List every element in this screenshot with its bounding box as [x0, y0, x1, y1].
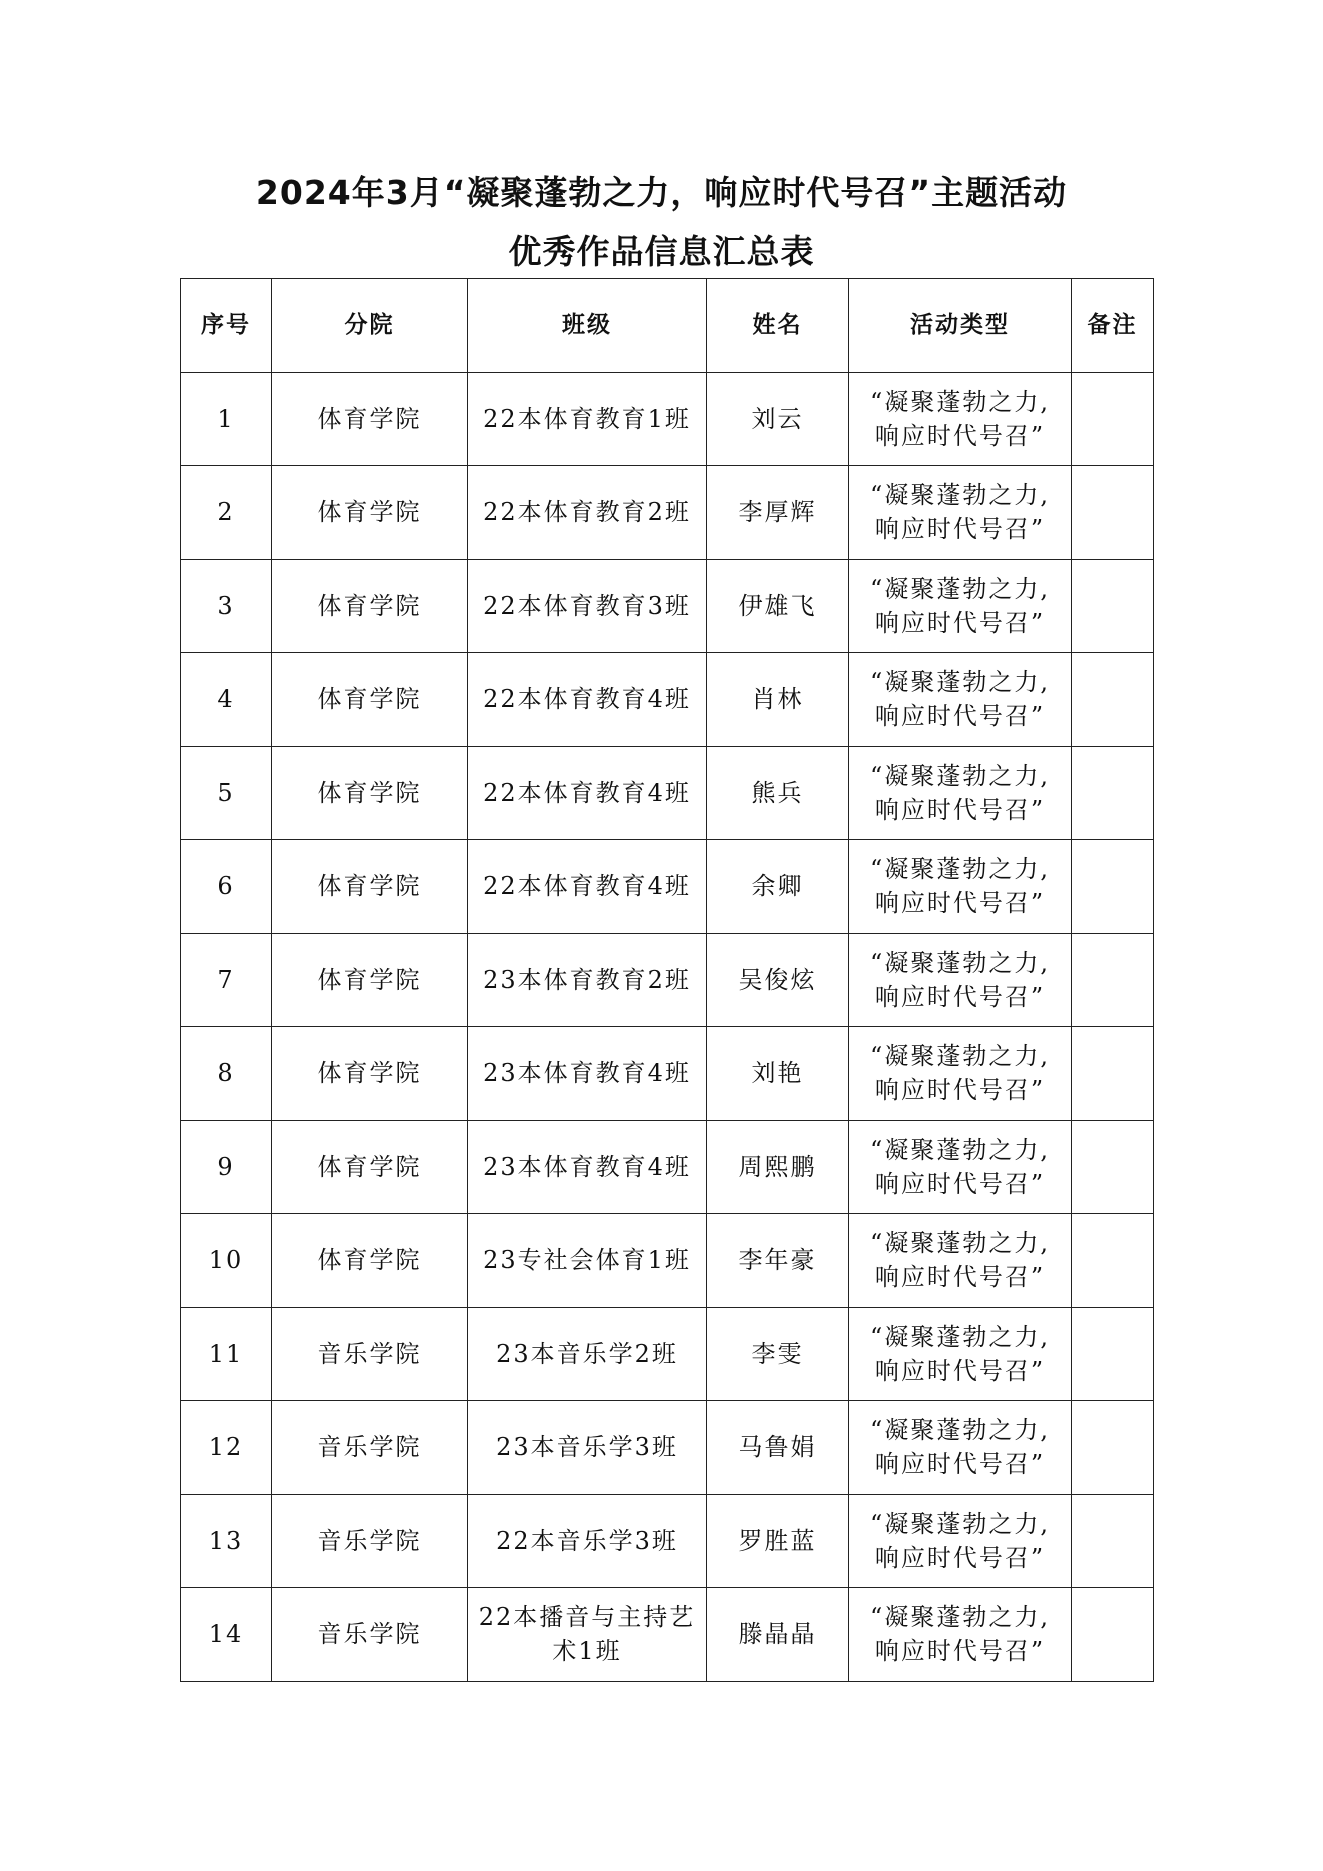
cell-note	[1072, 840, 1154, 934]
activity-type-line-2: 响应时代号召”	[874, 889, 1046, 918]
table-row	[181, 1588, 1154, 1682]
cell-name: 熊兵	[707, 746, 849, 840]
cell-seq: 1	[181, 372, 272, 466]
cell-activity-type	[849, 372, 1072, 466]
table-row	[181, 466, 1154, 560]
activity-type-line-1: “凝聚蓬勃之力,	[870, 1042, 1050, 1071]
cell-name: 肖林	[707, 653, 849, 747]
cell-class: 23本体育教育2班	[468, 933, 707, 1027]
cell-note	[1072, 1120, 1154, 1214]
cell-college: 体育学院	[272, 1214, 468, 1308]
activity-type-line-2: 响应时代号召”	[874, 702, 1046, 731]
activity-type-line-1: “凝聚蓬勃之力,	[870, 1603, 1050, 1632]
cell-class: 23本体育教育4班	[468, 1120, 707, 1214]
cell-seq: 7	[181, 933, 272, 1027]
table-row	[181, 840, 1154, 934]
cell-college: 体育学院	[272, 653, 468, 747]
cell-name: 滕晶晶	[707, 1588, 849, 1682]
cell-name: 李年豪	[707, 1214, 849, 1308]
activity-type-line-1: “凝聚蓬勃之力,	[870, 761, 1050, 790]
cell-college: 体育学院	[272, 1120, 468, 1214]
header-note: 备注	[1072, 279, 1154, 373]
activity-type-line-1: “凝聚蓬勃之力,	[870, 1229, 1050, 1258]
activity-type-line-1: “凝聚蓬勃之力,	[870, 1416, 1050, 1445]
table-row	[181, 1307, 1154, 1401]
cell-name: 刘云	[707, 372, 849, 466]
cell-activity-type	[849, 1120, 1072, 1214]
table-row	[181, 1027, 1154, 1121]
cell-class: 23专社会体育1班	[468, 1214, 707, 1308]
cell-college: 音乐学院	[272, 1588, 468, 1682]
cell-name: 吴俊炫	[707, 933, 849, 1027]
header-college: 分院	[272, 279, 468, 373]
cell-college: 体育学院	[272, 466, 468, 560]
cell-class: 22本体育教育2班	[468, 466, 707, 560]
cell-college: 体育学院	[272, 372, 468, 466]
cell-name: 李厚辉	[707, 466, 849, 560]
cell-note	[1072, 372, 1154, 466]
cell-class: 23本音乐学3班	[468, 1401, 707, 1495]
cell-seq: 12	[181, 1401, 272, 1495]
cell-name: 马鲁娟	[707, 1401, 849, 1495]
activity-type-line-2: 响应时代号召”	[874, 1263, 1046, 1292]
cell-activity-type	[849, 933, 1072, 1027]
table-row	[181, 559, 1154, 653]
activity-type-line-1: “凝聚蓬勃之力,	[870, 1322, 1050, 1351]
cell-seq: 10	[181, 1214, 272, 1308]
cell-class: 23本音乐学2班	[468, 1307, 707, 1401]
header-seq: 序号	[181, 279, 272, 373]
cell-activity-type	[849, 1027, 1072, 1121]
cell-name: 罗胜蓝	[707, 1494, 849, 1588]
activity-type-line-2: 响应时代号召”	[874, 1169, 1046, 1198]
cell-activity-type	[849, 1588, 1072, 1682]
cell-activity-type	[849, 653, 1072, 747]
cell-seq: 11	[181, 1307, 272, 1401]
cell-name: 周熙鹏	[707, 1120, 849, 1214]
cell-college: 体育学院	[272, 933, 468, 1027]
activity-type-line-2: 响应时代号召”	[874, 1450, 1046, 1479]
cell-seq: 13	[181, 1494, 272, 1588]
cell-note	[1072, 1494, 1154, 1588]
cell-seq: 3	[181, 559, 272, 653]
cell-seq: 2	[181, 466, 272, 560]
cell-seq: 5	[181, 746, 272, 840]
cell-note	[1072, 1307, 1154, 1401]
table-row	[181, 1401, 1154, 1495]
cell-college: 音乐学院	[272, 1401, 468, 1495]
cell-college: 音乐学院	[272, 1307, 468, 1401]
activity-type-line-2: 响应时代号召”	[874, 1076, 1046, 1105]
cell-note	[1072, 1401, 1154, 1495]
cell-class: 22本体育教育4班	[468, 653, 707, 747]
activity-type-line-2: 响应时代号召”	[874, 1543, 1046, 1572]
activity-type-line-2: 响应时代号召”	[874, 795, 1046, 824]
cell-note	[1072, 559, 1154, 653]
cell-activity-type	[849, 466, 1072, 560]
cell-class: 22本体育教育4班	[468, 840, 707, 934]
table-row	[181, 1494, 1154, 1588]
table-header-row	[181, 279, 1154, 373]
cell-name: 李雯	[707, 1307, 849, 1401]
cell-college: 体育学院	[272, 559, 468, 653]
activity-type-line-1: “凝聚蓬勃之力,	[870, 855, 1050, 884]
cell-class: 23本体育教育4班	[468, 1027, 707, 1121]
cell-note	[1072, 1588, 1154, 1682]
cell-activity-type	[849, 1494, 1072, 1588]
table-row	[181, 653, 1154, 747]
header-activity-type: 活动类型	[849, 279, 1072, 373]
cell-note	[1072, 466, 1154, 560]
table-row	[181, 1214, 1154, 1308]
activity-type-line-1: “凝聚蓬勃之力,	[870, 1135, 1050, 1164]
activity-type-line-2: 响应时代号召”	[874, 1356, 1046, 1385]
cell-seq: 6	[181, 840, 272, 934]
cell-name: 伊雄飞	[707, 559, 849, 653]
cell-note	[1072, 1027, 1154, 1121]
activity-type-line-1: “凝聚蓬勃之力,	[870, 387, 1050, 416]
cell-note	[1072, 1214, 1154, 1308]
cell-name: 余卿	[707, 840, 849, 934]
cell-class: 22本体育教育3班	[468, 559, 707, 653]
cell-seq: 9	[181, 1120, 272, 1214]
cell-seq: 8	[181, 1027, 272, 1121]
activity-type-line-2: 响应时代号召”	[874, 421, 1046, 450]
cell-activity-type	[849, 559, 1072, 653]
activity-type-line-2: 响应时代号召”	[874, 608, 1046, 637]
activity-type-line-1: “凝聚蓬勃之力,	[870, 668, 1050, 697]
activity-type-line-2: 响应时代号召”	[874, 515, 1046, 544]
table-row	[181, 933, 1154, 1027]
cell-note	[1072, 746, 1154, 840]
table-row	[181, 1120, 1154, 1214]
cell-seq: 14	[181, 1588, 272, 1682]
document-title-line-2: 优秀作品信息汇总表	[508, 232, 815, 271]
cell-activity-type	[849, 746, 1072, 840]
activity-type-line-2: 响应时代号召”	[874, 1637, 1046, 1666]
cell-activity-type	[849, 1401, 1072, 1495]
cell-seq: 4	[181, 653, 272, 747]
activity-type-line-1: “凝聚蓬勃之力,	[870, 481, 1050, 510]
cell-activity-type	[849, 1214, 1072, 1308]
cell-name: 刘艳	[707, 1027, 849, 1121]
table-body	[181, 372, 1154, 1681]
cell-college: 体育学院	[272, 840, 468, 934]
cell-class: 22本体育教育4班	[468, 746, 707, 840]
cell-college: 体育学院	[272, 1027, 468, 1121]
cell-activity-type	[849, 1307, 1072, 1401]
header-class: 班级	[468, 279, 707, 373]
activity-type-line-2: 响应时代号召”	[874, 982, 1046, 1011]
activity-type-line-1: “凝聚蓬勃之力,	[870, 1509, 1050, 1538]
cell-activity-type	[849, 840, 1072, 934]
cell-note	[1072, 653, 1154, 747]
cell-class: 22本体育教育1班	[468, 372, 707, 466]
document-title-line-1: 2024年3月“凝聚蓬勃之力，响应时代号召”主题活动	[255, 173, 1068, 212]
header-name: 姓名	[707, 279, 849, 373]
activity-type-line-1: “凝聚蓬勃之力,	[870, 574, 1050, 603]
cell-college: 音乐学院	[272, 1494, 468, 1588]
table-row	[181, 372, 1154, 466]
cell-class: 22本播音与主持艺术1班	[468, 1588, 707, 1682]
summary-table	[180, 278, 1154, 1682]
table-row	[181, 746, 1154, 840]
cell-college: 体育学院	[272, 746, 468, 840]
cell-class: 22本音乐学3班	[468, 1494, 707, 1588]
cell-note	[1072, 933, 1154, 1027]
activity-type-line-1: “凝聚蓬勃之力,	[870, 948, 1050, 977]
